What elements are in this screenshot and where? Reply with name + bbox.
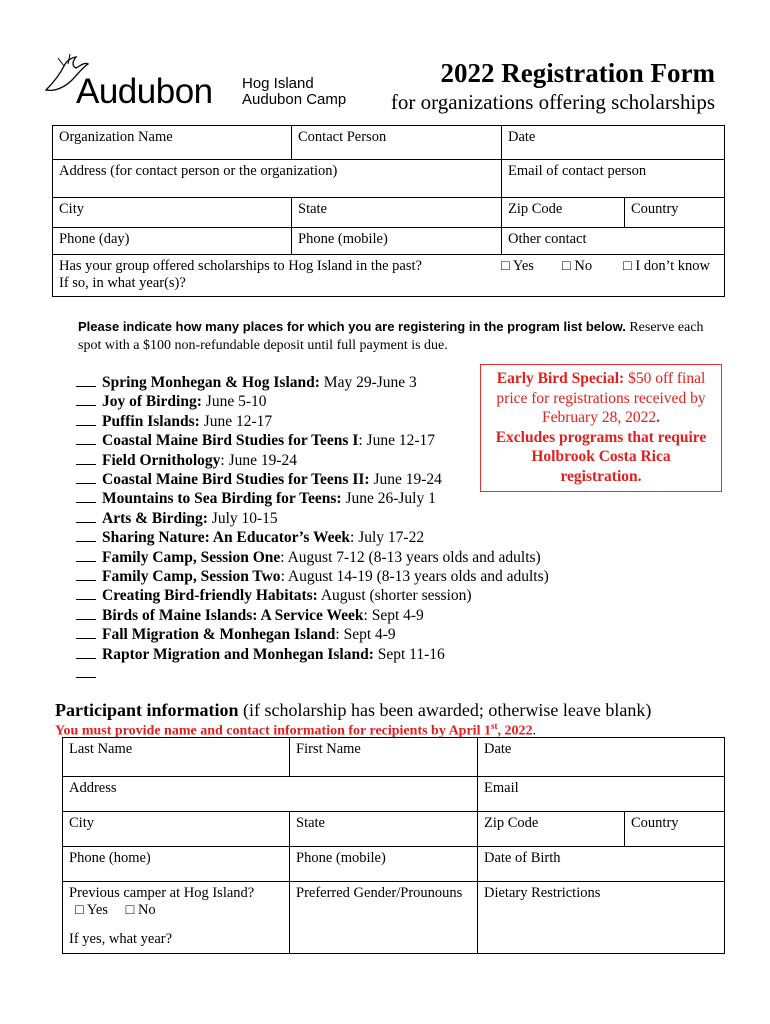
program-name: Coastal Maine Bird Studies for Teens II: (102, 471, 370, 489)
org-state-field[interactable] (292, 198, 502, 228)
program-name: Family Camp, Session One (102, 548, 281, 566)
program-dates: August (shorter session) (317, 587, 472, 605)
program-name: Puffin Islands: (102, 412, 200, 430)
program-name: Raptor Migration and Monhegan Island: (102, 645, 374, 663)
program-item (76, 586, 549, 605)
org-other-contact-label: Other contact (508, 231, 587, 247)
program-item (76, 625, 549, 644)
program-dates: June 26-July 1 (341, 490, 436, 508)
first-name-field[interactable] (290, 738, 478, 777)
program-name: Field Ornithology (102, 451, 221, 469)
org-date-label: Date (508, 129, 536, 145)
participant-heading (55, 700, 651, 721)
program-item (76, 412, 549, 431)
program-dates: Sept 11-16 (373, 645, 445, 663)
program-item (76, 567, 549, 586)
participant-date-field[interactable] (478, 738, 725, 777)
program-item (76, 664, 549, 683)
org-country-field[interactable] (625, 198, 725, 228)
program-dates: June 19-24 (369, 471, 442, 489)
program-item (76, 509, 549, 528)
org-name-field[interactable] (53, 126, 292, 160)
program-quantity-blank[interactable] (76, 413, 96, 426)
gender-label: Preferred Gender/Prounouns (296, 885, 463, 901)
program-item (76, 489, 549, 508)
early-bird-label: Early Bird Special: (496, 370, 625, 387)
participant-dob-label: Date of Birth (484, 850, 561, 866)
participant-zip-field[interactable] (478, 812, 625, 847)
participant-heading-note: (if scholarship has been awarded; otherwise leave blank) (238, 700, 652, 720)
participant-city-label: City (69, 815, 94, 831)
participant-address-field[interactable] (63, 777, 478, 812)
program-name: Birds of Maine Islands: A Service Week (102, 606, 364, 624)
participant-heading-bold: Participant information (55, 700, 239, 720)
program-quantity-blank[interactable] (76, 452, 96, 465)
deadline-note-period: . (532, 723, 536, 739)
previous-camper-no-checkbox[interactable]: □ No (125, 902, 156, 918)
org-city-field[interactable] (53, 198, 292, 228)
program-dates: : June 19-24 (220, 451, 298, 469)
past-yes-checkbox[interactable]: □ Yes (501, 258, 534, 274)
participant-city-field[interactable] (63, 812, 290, 847)
early-bird-period: . (656, 409, 660, 426)
program-dates: : July 17-22 (350, 529, 425, 547)
org-country-label: Country (631, 201, 679, 217)
previous-camper-year[interactable]: If yes, what year? (69, 931, 173, 947)
program-item (76, 606, 549, 625)
contact-person-label: Contact Person (298, 129, 387, 145)
instructions-rest: Reserve each spot with a $100 non-refundable deposit until full payment is due. (78, 320, 704, 353)
org-phone-day-label: Phone (day) (59, 231, 130, 247)
participant-phone-mobile-field[interactable] (290, 847, 478, 882)
dietary-label: Dietary Restrictions (484, 885, 601, 901)
program-quantity-blank[interactable] (76, 393, 96, 406)
org-city-label: City (59, 201, 84, 217)
program-quantity-blank[interactable] (76, 665, 96, 678)
early-bird-line1: $50 off final (624, 370, 706, 387)
program-dates: June 5-10 (201, 393, 267, 411)
program-quantity-blank[interactable] (76, 646, 96, 659)
deadline-note-text: You must provide name and contact information for recipients by April 1 (55, 723, 491, 739)
participant-email-label: Email (484, 780, 519, 796)
deadline-note-end: , 2022 (497, 723, 533, 739)
participant-state-label: State (296, 815, 325, 831)
audubon-logo (42, 52, 362, 116)
org-address-field[interactable] (53, 160, 502, 198)
program-dates: : Sept 4-9 (335, 626, 396, 644)
program-dates: July 10-15 (207, 509, 278, 527)
participant-state-field[interactable] (290, 812, 478, 847)
program-item (76, 431, 549, 450)
program-item (76, 451, 549, 470)
past-idk-checkbox[interactable]: □ I don’t know (623, 258, 711, 274)
participant-phone-home-field[interactable] (63, 847, 290, 882)
participant-date-label: Date (484, 741, 512, 757)
past-years-question[interactable]: If so, in what year(s)? (59, 275, 186, 291)
org-state-label: State (298, 201, 327, 217)
program-name: Coastal Maine Bird Studies for Teens I (102, 432, 359, 450)
program-quantity-blank[interactable] (76, 471, 96, 484)
program-quantity-blank[interactable] (76, 529, 96, 542)
program-item (76, 470, 549, 489)
program-name: Creating Bird-friendly Habitats: (102, 587, 318, 605)
past-no-checkbox[interactable]: □ No (562, 258, 593, 274)
participant-email-field[interactable] (478, 777, 725, 812)
org-zip-field[interactable] (502, 198, 625, 228)
org-phone-mobile-label: Phone (mobile) (298, 231, 388, 247)
org-name-label: Organization Name (59, 129, 173, 145)
last-name-field[interactable] (63, 738, 290, 777)
last-name-label: Last Name (69, 741, 133, 757)
program-dates: May 29-June 3 (319, 374, 417, 391)
early-bird-line2: price for registrations received by (496, 389, 706, 407)
participant-form (62, 737, 725, 954)
program-item (76, 645, 549, 664)
registration-instructions (78, 318, 718, 355)
program-dates: : June 12-17 (358, 432, 435, 450)
program-name: Mountains to Sea Birding for Teens: (102, 490, 342, 508)
early-bird-line5: Holbrook Costa Rica (531, 448, 671, 465)
logo-sub-line1: Hog Island (242, 75, 314, 92)
program-dates: : August 14-19 (8-13 years olds and adults) (280, 568, 549, 586)
program-quantity-blank[interactable] (76, 490, 96, 503)
program-item (76, 392, 549, 411)
program-quantity-blank[interactable] (76, 607, 96, 620)
program-item (76, 548, 549, 567)
program-list (76, 373, 549, 684)
program-quantity-blank[interactable] (76, 374, 96, 387)
participant-zip-label: Zip Code (484, 815, 539, 831)
program-quantity-blank[interactable] (76, 510, 96, 523)
program-name: Fall Migration & Monhegan Island (102, 626, 336, 644)
early-bird-deadline: February 28, 2022 (542, 409, 657, 426)
participant-phone-home-label: Phone (home) (69, 850, 151, 866)
logo-subtitle (242, 76, 346, 108)
dietary-field[interactable] (478, 882, 725, 954)
page-title: 2022 Registration Form (440, 58, 715, 88)
early-bird-line6: registration. (560, 467, 642, 485)
program-dates: : Sept 4-9 (363, 606, 424, 624)
previous-camper-yes-checkbox[interactable]: □ Yes (75, 902, 108, 918)
program-quantity-blank[interactable] (76, 549, 96, 562)
program-item (76, 528, 549, 547)
org-zip-label: Zip Code (508, 201, 563, 217)
program-name: Sharing Nature: An Educator’s Week (102, 529, 351, 547)
early-bird-box (480, 364, 722, 492)
program-name: Spring Monhegan & Hog Island: (102, 374, 320, 391)
program-name: Joy of Birding: (102, 393, 202, 411)
program-quantity-blank[interactable] (76, 626, 96, 639)
participant-phone-mobile-label: Phone (mobile) (296, 850, 386, 866)
org-other-contact-field[interactable] (502, 228, 725, 255)
page-subtitle: for organizations offering scholarships (390, 90, 715, 114)
org-phone-day-field[interactable] (53, 228, 292, 255)
gender-field[interactable] (290, 882, 478, 954)
contact-person-field[interactable] (292, 126, 502, 160)
participant-country-label: Country (631, 815, 679, 831)
program-quantity-blank[interactable] (76, 587, 96, 600)
program-quantity-blank[interactable] (76, 568, 96, 581)
past-scholarship-question: Has your group offered scholarships to Hog Island in the past? (59, 258, 422, 274)
logo-sub-line2: Audubon Camp (242, 91, 347, 108)
instructions-bold: Please indicate how many places for which you are registering in the program list below. (78, 319, 626, 334)
org-date-field[interactable] (502, 126, 725, 160)
logo-wordmark: Audubon (76, 72, 213, 111)
early-bird-line4: Excludes programs that require (495, 428, 707, 446)
org-address-label: Address (for contact person or the organization) (59, 163, 338, 179)
program-name: Arts & Birding: (102, 509, 208, 527)
org-email-field[interactable] (502, 160, 725, 198)
past-scholarships-row (53, 255, 725, 297)
participant-country-field[interactable] (625, 812, 725, 847)
participant-dob-field[interactable] (478, 847, 725, 882)
deadline-note-sup: st (490, 721, 498, 731)
previous-camper-field (63, 882, 290, 954)
org-email-label: Email of contact person (508, 163, 647, 179)
program-name: Family Camp, Session Two (102, 568, 281, 586)
organization-form (52, 125, 725, 297)
program-dates: : August 7-12 (8-13 years olds and adults) (280, 548, 541, 566)
program-dates: June 12-17 (199, 412, 273, 430)
program-item (76, 373, 549, 392)
org-phone-mobile-field[interactable] (292, 228, 502, 255)
previous-camper-question: Previous camper at Hog Island? (69, 885, 255, 901)
first-name-label: First Name (296, 741, 361, 757)
participant-address-label: Address (69, 780, 117, 796)
program-quantity-blank[interactable] (76, 432, 96, 445)
